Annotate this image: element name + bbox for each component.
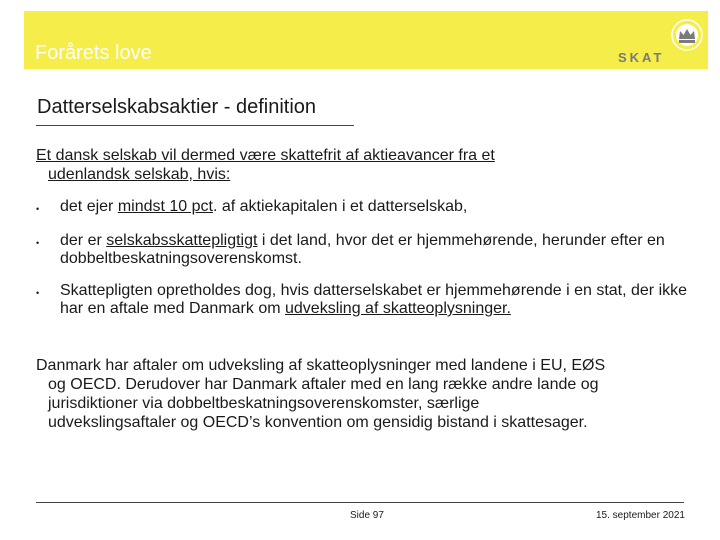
skat-logo-text: SKAT	[618, 50, 665, 65]
bullet-link-text: selskabsskattepligtigt	[106, 232, 258, 249]
footer-date: 15. september 2021	[596, 510, 685, 521]
condition-list	[36, 198, 696, 318]
intro-line-1: Et dansk selskab vil dermed være skattefrit af aktieavancer fra et	[36, 147, 495, 164]
bullet-icon: •	[36, 204, 40, 214]
paragraph-line: og OECD. Derudover har Danmark aftaler med en lang række andre lande og	[48, 376, 599, 393]
bullet-text: Skattepligten opretholdes dog, hvis datterselskabet er hjemmehørende i en stat, der ikke har en aftale med Danmark om	[60, 282, 688, 317]
bullet-text: der er	[60, 232, 107, 249]
list-item	[36, 232, 696, 268]
title-divider	[36, 125, 354, 126]
intro-text	[36, 146, 656, 184]
bullet-text: . af aktiekapitalen i et datterselskab,	[212, 198, 468, 215]
paragraph-line: Danmark har aftaler om udveksling af skatteoplysninger med landene i EU, EØS	[36, 357, 606, 374]
presentation-title: Forårets love	[35, 42, 152, 64]
slide-title: Datterselskabsaktier - definition	[37, 96, 317, 118]
list-item	[36, 198, 696, 216]
list-item	[36, 282, 696, 318]
paragraph-line: jurisdiktioner via dobbeltbeskatningsoverenskomster, særlige	[48, 395, 480, 412]
bullet-text: i det land, hvor det er hjemmehørende, herunder efter en dobbeltbeskatningsoverenskomst.	[60, 232, 665, 267]
bullet-link-text: mindst 10 pct	[117, 198, 213, 215]
bullet-icon: •	[36, 238, 40, 248]
page-number: Side 97	[350, 510, 384, 521]
bullet-text: det ejer	[60, 198, 118, 215]
footer-divider	[36, 502, 684, 503]
paragraph-line: udvekslingsaftaler og OECD’s konvention om gensidig bistand i skattesager.	[48, 414, 588, 431]
bullet-link-text: udveksling af skatteoplysninger.	[285, 300, 511, 317]
crown-logo-icon	[670, 18, 704, 52]
bullet-icon: •	[36, 288, 40, 298]
intro-line-2: udenlandsk selskab, hvis:	[48, 166, 231, 183]
agreements-paragraph	[36, 356, 696, 432]
